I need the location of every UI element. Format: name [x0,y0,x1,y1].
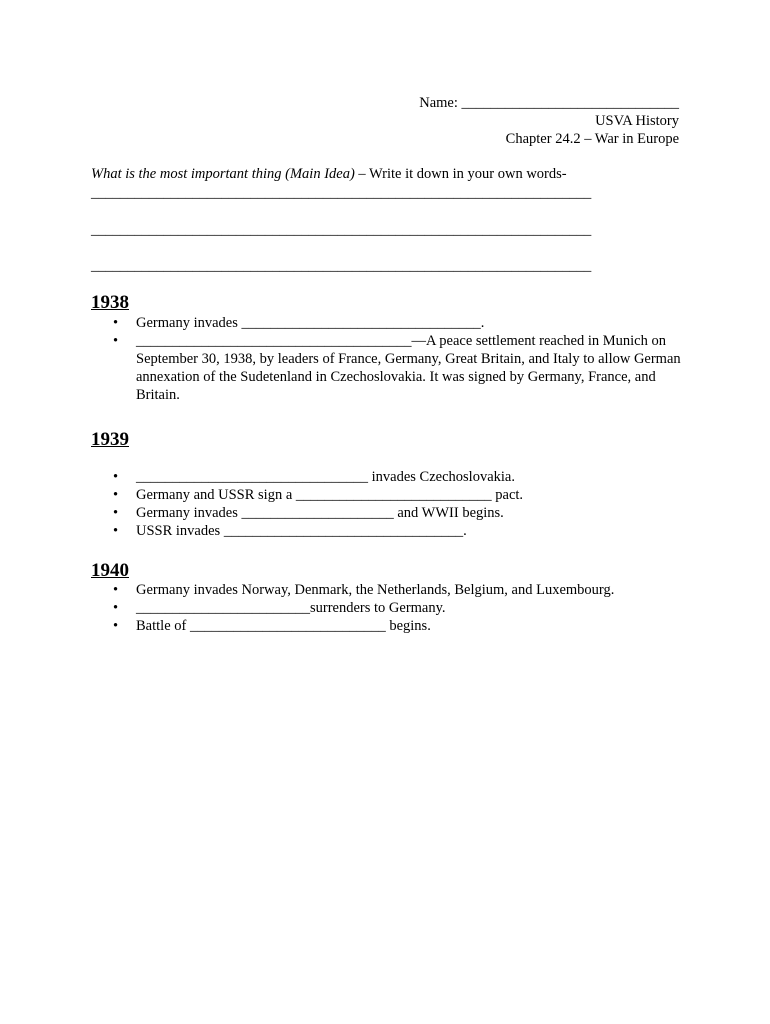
list-item-text: Battle of ___________________________ begins. [136,618,431,634]
year-heading-1940: 1940 [91,560,129,581]
list-item [91,468,691,486]
bullet-icon: • [113,582,119,598]
course-title: USVA History [595,113,679,129]
bullet-icon: • [113,469,119,485]
bullet-list-1938 [91,314,691,404]
bullet-icon: • [113,505,119,521]
list-item [91,522,691,540]
list-item-text: ______________________________________—A peace settlement reached in Munich on September 30, 1938, by leaders of France, Germany, Great Britain, and Italy to allow German annexation of the Sudetenland in Czechoslovakia. It was signed by Germany, France, and Britain. [136,333,681,403]
bullet-icon: • [113,487,119,503]
bullet-icon: • [113,523,119,539]
year-heading-1938: 1938 [91,292,129,313]
list-item-text: USSR invades _________________________________. [136,523,467,539]
bullet-icon: • [113,333,119,349]
list-item-text: Germany invades Norway, Denmark, the Netherlands, Belgium, and Luxembourg. [136,582,615,598]
list-item [91,504,691,522]
bullet-list-1939 [91,468,691,540]
list-item-text: Germany invades _________________________________. [136,315,485,331]
list-item [91,599,691,617]
list-item-text: ________________________surrenders to Germany. [136,600,446,616]
list-item [91,486,691,504]
year-heading-1939: 1939 [91,429,129,450]
bullet-icon: • [113,315,119,331]
main-idea-answer-line-1: _____________________________________________________________________ [91,185,592,201]
main-idea-prompt [91,165,567,183]
bullet-icon: • [113,618,119,634]
list-item [91,617,691,635]
list-item [91,581,691,599]
name-field-line: Name: ______________________________ [419,95,679,111]
chapter-title: Chapter 24.2 – War in Europe [505,131,679,147]
list-item [91,332,691,404]
list-item-text: Germany invades _____________________ and WWII begins. [136,505,504,521]
main-idea-answer-line-2: _____________________________________________________________________ [91,222,592,238]
list-item-text: Germany and USSR sign a ___________________________ pact. [136,487,524,503]
bullet-list-1940 [91,581,691,635]
list-item-text: ________________________________ invades Czechoslovakia. [136,469,515,485]
bullet-icon: • [113,600,119,616]
main-idea-instruction: – Write it down in your own words- [354,166,567,182]
main-idea-italic: What is the most important thing (Main Idea) [91,166,355,182]
list-item [91,314,691,332]
main-idea-answer-line-3: _____________________________________________________________________ [91,258,592,274]
